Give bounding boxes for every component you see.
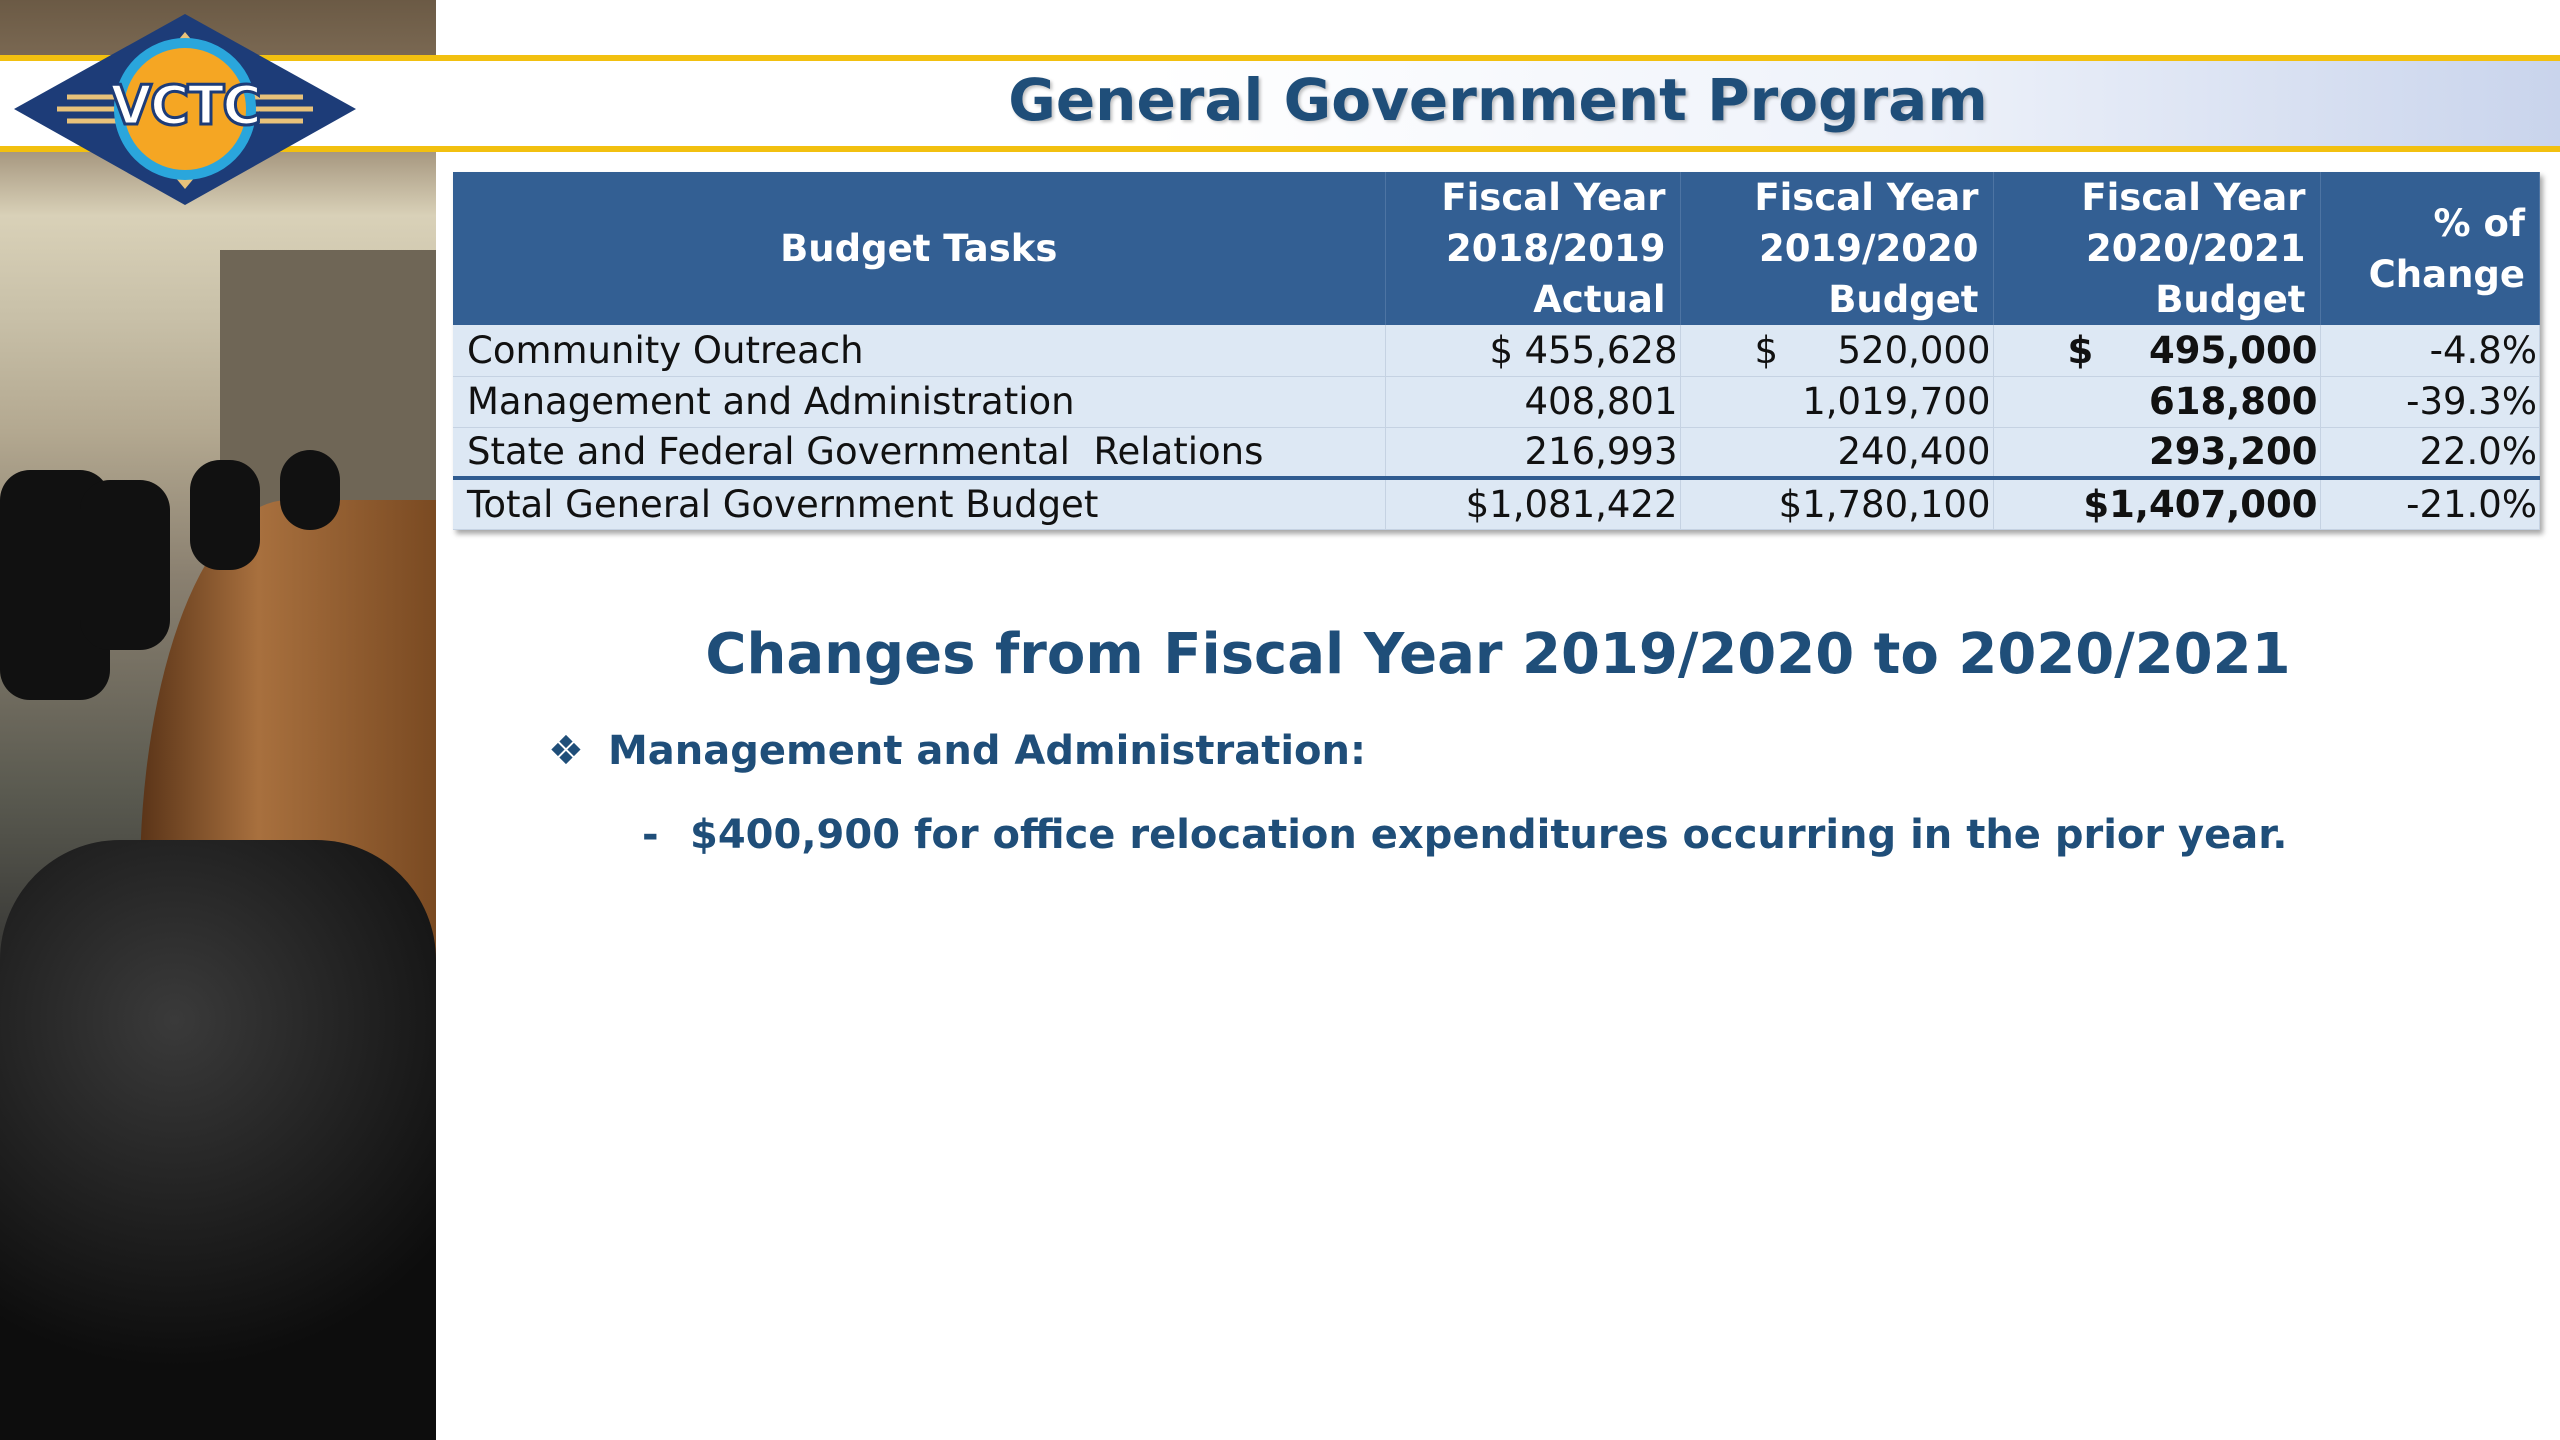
dash-bullet-icon: - (642, 812, 659, 858)
fy1920-value: 240,400 (1680, 427, 1993, 478)
changes-heading: Changes from Fiscal Year 2019/2020 to 2020/2021 (705, 622, 2291, 687)
bullet-item: Management and Administration: (608, 728, 1366, 774)
col-header-fy1819: Fiscal Year 2018/2019 Actual (1385, 172, 1680, 325)
fy2021-total: $1,407,000 (1993, 478, 2320, 529)
task-name: State and Federal Governmental Relations (453, 427, 1385, 478)
sub-bullet-item: $400,900 for office relocation expenditures occurring in the prior year. (690, 812, 2288, 858)
col-header-tasks: Budget Tasks (453, 172, 1385, 325)
fy1920-value: 1,019,700 (1680, 376, 1993, 427)
logo-text: VCTC (110, 74, 260, 137)
change-total: -21.0% (2320, 478, 2540, 529)
fy1920-value: $ 520,000 (1680, 325, 1993, 376)
fy1819-total: $1,081,422 (1385, 478, 1680, 529)
change-value: -4.8% (2320, 325, 2540, 376)
task-name: Total General Government Budget (453, 478, 1385, 529)
budget-table (453, 172, 2540, 530)
task-name: Management and Administration (453, 376, 1385, 427)
table-row (453, 376, 2540, 427)
change-value: -39.3% (2320, 376, 2540, 427)
fy2021-value: $ 495,000 (1993, 325, 2320, 376)
fy1920-total: $1,780,100 (1680, 478, 1993, 529)
total-row (453, 478, 2540, 529)
table-header-row (453, 172, 2540, 325)
fy2021-value: 293,200 (1993, 427, 2320, 478)
table-row (453, 427, 2540, 478)
page-title: General Government Program (1008, 66, 1988, 134)
fy1819-value: 216,993 (1385, 427, 1680, 478)
fy1819-value: 408,801 (1385, 376, 1680, 427)
col-header-change: % of Change (2320, 172, 2540, 325)
fy1819-value: $ 455,628 (1385, 325, 1680, 376)
task-name: Community Outreach (453, 325, 1385, 376)
diamond-bullet-icon: ❖ (548, 728, 584, 774)
col-header-fy1920: Fiscal Year 2019/2020 Budget (1680, 172, 1993, 325)
table-row (453, 325, 2540, 376)
col-header-fy2021: Fiscal Year 2020/2021 Budget (1993, 172, 2320, 325)
boardroom-photo (0, 0, 436, 1440)
change-value: 22.0% (2320, 427, 2540, 478)
fy2021-value: 618,800 (1993, 376, 2320, 427)
